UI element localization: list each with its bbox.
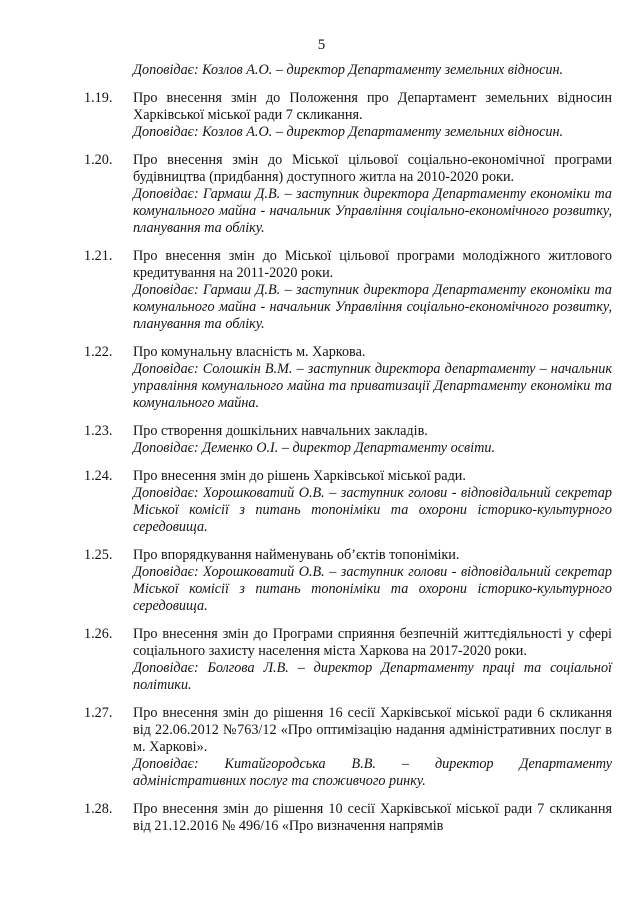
agenda-item-1-20 bbox=[84, 152, 612, 237]
item-title: Про внесення змін до рішень Харківської міської ради. bbox=[133, 468, 466, 484]
item-number: 1.27. bbox=[84, 705, 113, 721]
agenda-item-1-19 bbox=[84, 90, 612, 141]
agenda-item-1-24 bbox=[84, 468, 612, 536]
agenda-item-1-21 bbox=[84, 248, 612, 333]
item-title: Про внесення змін до Положення про Департамент земельних відносин Харківської міської ради 7 скликання. bbox=[133, 90, 612, 123]
item-speaker: Доповідає: Деменко О.І. – директор Департаменту освіти. bbox=[133, 440, 496, 456]
item-number: 1.20. bbox=[84, 152, 113, 168]
item-number: 1.26. bbox=[84, 626, 113, 642]
item-title: Про створення дошкільних навчальних закладів. bbox=[133, 423, 428, 439]
agenda-item-1-26 bbox=[84, 626, 612, 694]
item-number: 1.28. bbox=[84, 801, 113, 817]
item-speaker: Доповідає: Болгова Л.В. – директор Департаменту праці та соціальної політики. bbox=[133, 660, 612, 693]
item-title: Про внесення змін до рішення 16 сесії Харківської міської ради 6 скликання від 22.06.2012 №763/12 «Про оптимізацію надання адміністративних послуг в м. Харкові». bbox=[133, 705, 612, 755]
item-title: Про внесення змін до рішення 10 сесії Харківської міської ради 7 скликання від 21.12.2016 № 496/16 «Про визначення напрямів bbox=[133, 801, 612, 834]
agenda-item-1-28 bbox=[84, 801, 612, 835]
item-number: 1.19. bbox=[84, 90, 113, 106]
item-number: 1.23. bbox=[84, 423, 113, 439]
item-number: 1.22. bbox=[84, 344, 113, 360]
page-number: 5 bbox=[317, 37, 326, 53]
item-title: Про внесення змін до Програми сприяння безпечній життєдіяльності у сфері соціального захисту населення міста Харкова на 2017-2020 роки. bbox=[133, 626, 612, 659]
item-speaker: Доповідає: Козлов А.О. – директор Департаменту земельних відносин. bbox=[133, 124, 564, 140]
item-title: Про внесення змін до Міської цільової програми молодіжного житлового кредитування на 2011-2020 роки. bbox=[133, 248, 612, 281]
item-number: 1.21. bbox=[84, 248, 113, 264]
item-speaker: Доповідає: Китайгородська В.В. – директор Департаменту адміністративних послуг та споживчого ринку. bbox=[133, 756, 612, 789]
item-title: Про впорядкування найменувань об’єктів топоніміки. bbox=[133, 547, 460, 563]
item-title: Про комунальну власність м. Харкова. bbox=[133, 344, 366, 360]
item-speaker: Доповідає: Хорошковатий О.В. – заступник голови - відповідальний секретар Міської комісії з питань топоніміки та охорони історико-культурного середовища. bbox=[133, 485, 612, 535]
agenda-list bbox=[84, 90, 612, 846]
item-number: 1.24. bbox=[84, 468, 113, 484]
item-speaker: Доповідає: Хорошковатий О.В. – заступник голови - відповідальний секретар Міської комісії з питань топоніміки та охорони історико-культурного середовища. bbox=[133, 564, 612, 614]
agenda-item-1-23 bbox=[84, 423, 612, 457]
item-speaker: Доповідає: Солошкін В.М. – заступник директора департаменту – начальник управління комунального майна та приватизації Департаменту економіки та комунального майна. bbox=[133, 361, 612, 411]
agenda-item-1-22 bbox=[84, 344, 612, 412]
agenda-item-1-25 bbox=[84, 547, 612, 615]
item-title: Про внесення змін до Міської цільової соціально-економічної програми будівництва (придбання) доступного житла на 2010-2020 роки. bbox=[133, 152, 612, 185]
item-speaker: Доповідає: Гармаш Д.В. – заступник директора Департаменту економіки та комунального майна - начальник Управління соціально-економічного розвитку, планування та обліку. bbox=[133, 186, 612, 236]
continuation-speaker: Доповідає: Козлов А.О. – директор Департаменту земельних відносин. bbox=[133, 62, 564, 78]
item-number: 1.25. bbox=[84, 547, 113, 563]
agenda-item-1-27 bbox=[84, 705, 612, 790]
item-speaker: Доповідає: Гармаш Д.В. – заступник директора Департаменту економіки та комунального майна - начальник Управління соціально-економічного розвитку, планування та обліку. bbox=[133, 282, 612, 332]
